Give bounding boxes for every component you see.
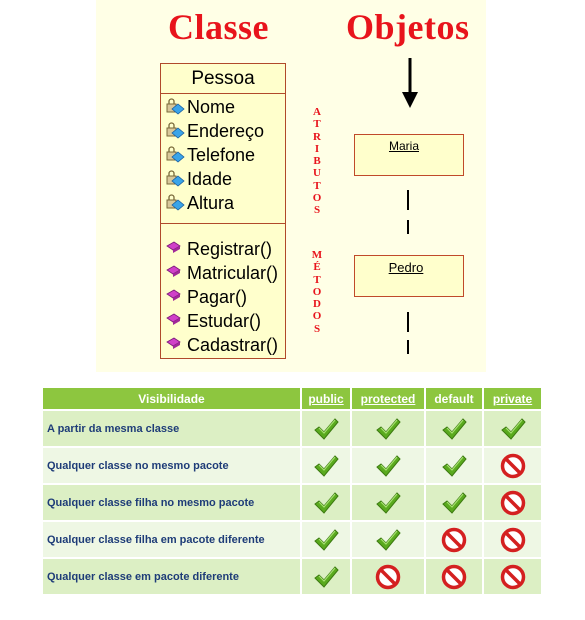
attribute-label: Nome xyxy=(187,97,236,117)
lifeline-segment xyxy=(407,190,409,210)
no-entry-icon xyxy=(500,527,526,553)
row-label: Qualquer classe filha no mesmo pacote xyxy=(43,484,301,521)
visibility-table xyxy=(43,388,541,594)
attribute-label: Idade xyxy=(187,169,233,189)
check-icon xyxy=(313,565,339,589)
header-visibilidade: Visibilidade xyxy=(43,388,301,410)
check-icon xyxy=(313,491,339,515)
check-icon xyxy=(441,417,467,441)
check-icon xyxy=(313,528,339,552)
attributes-section xyxy=(161,94,285,224)
label-atributos: A T R I B U T O S xyxy=(312,106,322,217)
no-entry-icon xyxy=(375,564,401,590)
uml-diagram xyxy=(96,0,486,372)
class-name: Pessoa xyxy=(161,64,285,94)
attribute-label: Altura xyxy=(187,193,235,213)
check-icon xyxy=(375,491,401,515)
check-icon xyxy=(500,417,526,441)
attribute-lock-icon xyxy=(165,98,185,116)
no-entry-icon xyxy=(441,527,467,553)
methods-section xyxy=(161,224,285,360)
check-icon xyxy=(313,417,339,441)
access-cell xyxy=(425,484,483,521)
check-icon xyxy=(441,454,467,478)
access-cell xyxy=(483,410,541,447)
arrow-down-icon xyxy=(399,58,421,110)
method-label: Registrar() xyxy=(187,239,273,259)
row-label: Qualquer classe filha em pacote diferente xyxy=(43,521,301,558)
object-box-maria xyxy=(354,134,464,176)
object-box-pedro xyxy=(354,255,464,297)
access-cell xyxy=(301,521,351,558)
no-entry-icon xyxy=(441,564,467,590)
access-cell xyxy=(425,558,483,594)
table-row xyxy=(43,558,541,594)
method-label: Matricular() xyxy=(187,263,279,283)
header-public: public xyxy=(301,388,351,410)
access-cell xyxy=(301,447,351,484)
attribute-label: Telefone xyxy=(187,145,256,165)
method-diamond-icon xyxy=(165,264,185,282)
lifeline-segment xyxy=(407,220,409,234)
access-cell xyxy=(351,410,425,447)
method-diamond-icon xyxy=(165,312,185,330)
access-cell xyxy=(483,484,541,521)
check-icon xyxy=(313,454,339,478)
access-cell xyxy=(425,447,483,484)
access-cell xyxy=(301,558,351,594)
attribute-label: Endereço xyxy=(187,121,265,141)
table-row xyxy=(43,410,541,447)
access-cell xyxy=(351,521,425,558)
lifeline-segment xyxy=(407,340,409,354)
access-cell xyxy=(483,558,541,594)
table-row xyxy=(43,447,541,484)
check-icon xyxy=(375,417,401,441)
title-objetos: Objetos xyxy=(346,7,470,47)
no-entry-icon xyxy=(500,453,526,479)
attribute-lock-icon xyxy=(165,170,185,188)
table-header-row xyxy=(43,388,541,410)
attribute-lock-icon xyxy=(165,122,185,140)
no-entry-icon xyxy=(500,564,526,590)
method-label: Estudar() xyxy=(187,311,262,331)
access-cell xyxy=(425,410,483,447)
method-diamond-icon xyxy=(165,288,185,306)
method-diamond-icon xyxy=(165,336,185,354)
header-protected: protected xyxy=(351,388,425,410)
title-classe: Classe xyxy=(168,7,269,47)
row-label: A partir da mesma classe xyxy=(43,410,301,447)
access-cell xyxy=(351,447,425,484)
method-label: Pagar() xyxy=(187,287,248,307)
row-label: Qualquer classe em pacote diferente xyxy=(43,558,301,594)
method-label: Cadastrar() xyxy=(187,335,279,355)
access-cell xyxy=(425,521,483,558)
label-metodos: M É T O D O S xyxy=(311,249,323,335)
check-icon xyxy=(375,528,401,552)
lifeline-segment xyxy=(407,312,409,332)
check-icon xyxy=(441,491,467,515)
method-diamond-icon xyxy=(165,240,185,258)
attribute-lock-icon xyxy=(165,194,185,212)
access-cell xyxy=(351,558,425,594)
access-cell xyxy=(301,410,351,447)
header-private: private xyxy=(483,388,541,410)
header-default: default xyxy=(425,388,483,410)
check-icon xyxy=(375,454,401,478)
access-cell xyxy=(301,484,351,521)
access-cell xyxy=(483,521,541,558)
attribute-lock-icon xyxy=(165,146,185,164)
class-box-pessoa xyxy=(160,63,286,359)
access-cell xyxy=(351,484,425,521)
row-label: Qualquer classe no mesmo pacote xyxy=(43,447,301,484)
table-row xyxy=(43,484,541,521)
object-name: Maria xyxy=(388,139,419,153)
object-name: Pedro xyxy=(388,260,424,275)
table-row xyxy=(43,521,541,558)
access-cell xyxy=(483,447,541,484)
no-entry-icon xyxy=(500,490,526,516)
